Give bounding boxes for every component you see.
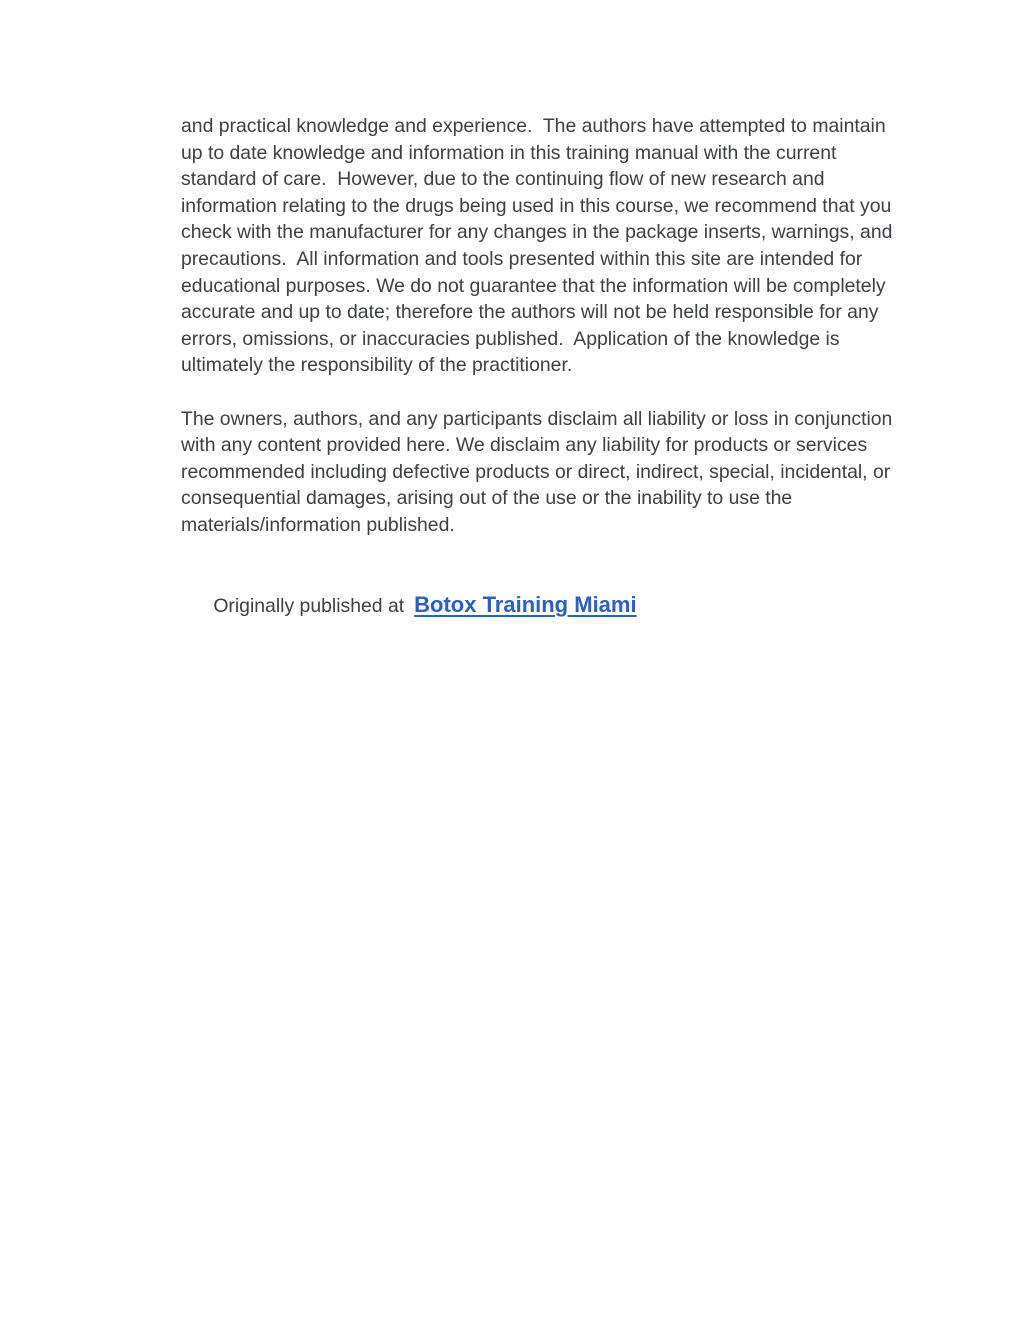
publication-prefix-text: Originally published at [213,594,405,617]
disclaimer-paragraph-2: The owners, authors, and any participants disclaim all liability or loss in conjunction with any content provided here. We disclaim any liability for products or services recommended including defective products or direct, indirect, special, incidental, or consequential damages, arising out of the use or the inability to use the materials/information published. [181,407,898,536]
botox-training-miami-link[interactable]: Botox Training Miami [414,591,637,617]
document-body [181,113,907,665]
publication-line [181,565,907,646]
disclaimer-paragraph-1: and practical knowledge and experience. The authors have attempted to maintain up to date knowledge and information in this training manual with the current standard of care. However, due to the continuing flow of new research and information relating to the drugs being used in this course, we recommend that you check with the manufacturer for any changes in the package inserts, warnings, and precautions. All information and tools presented within this site are intended for educational purposes. We do not guarantee that the information will be completely accurate and up to date; therefore the authors will not be held responsible for any errors, omissions, or inaccuracies published. Application of the knowledge is ultimately the responsibility of the practitioner. [181,115,898,377]
